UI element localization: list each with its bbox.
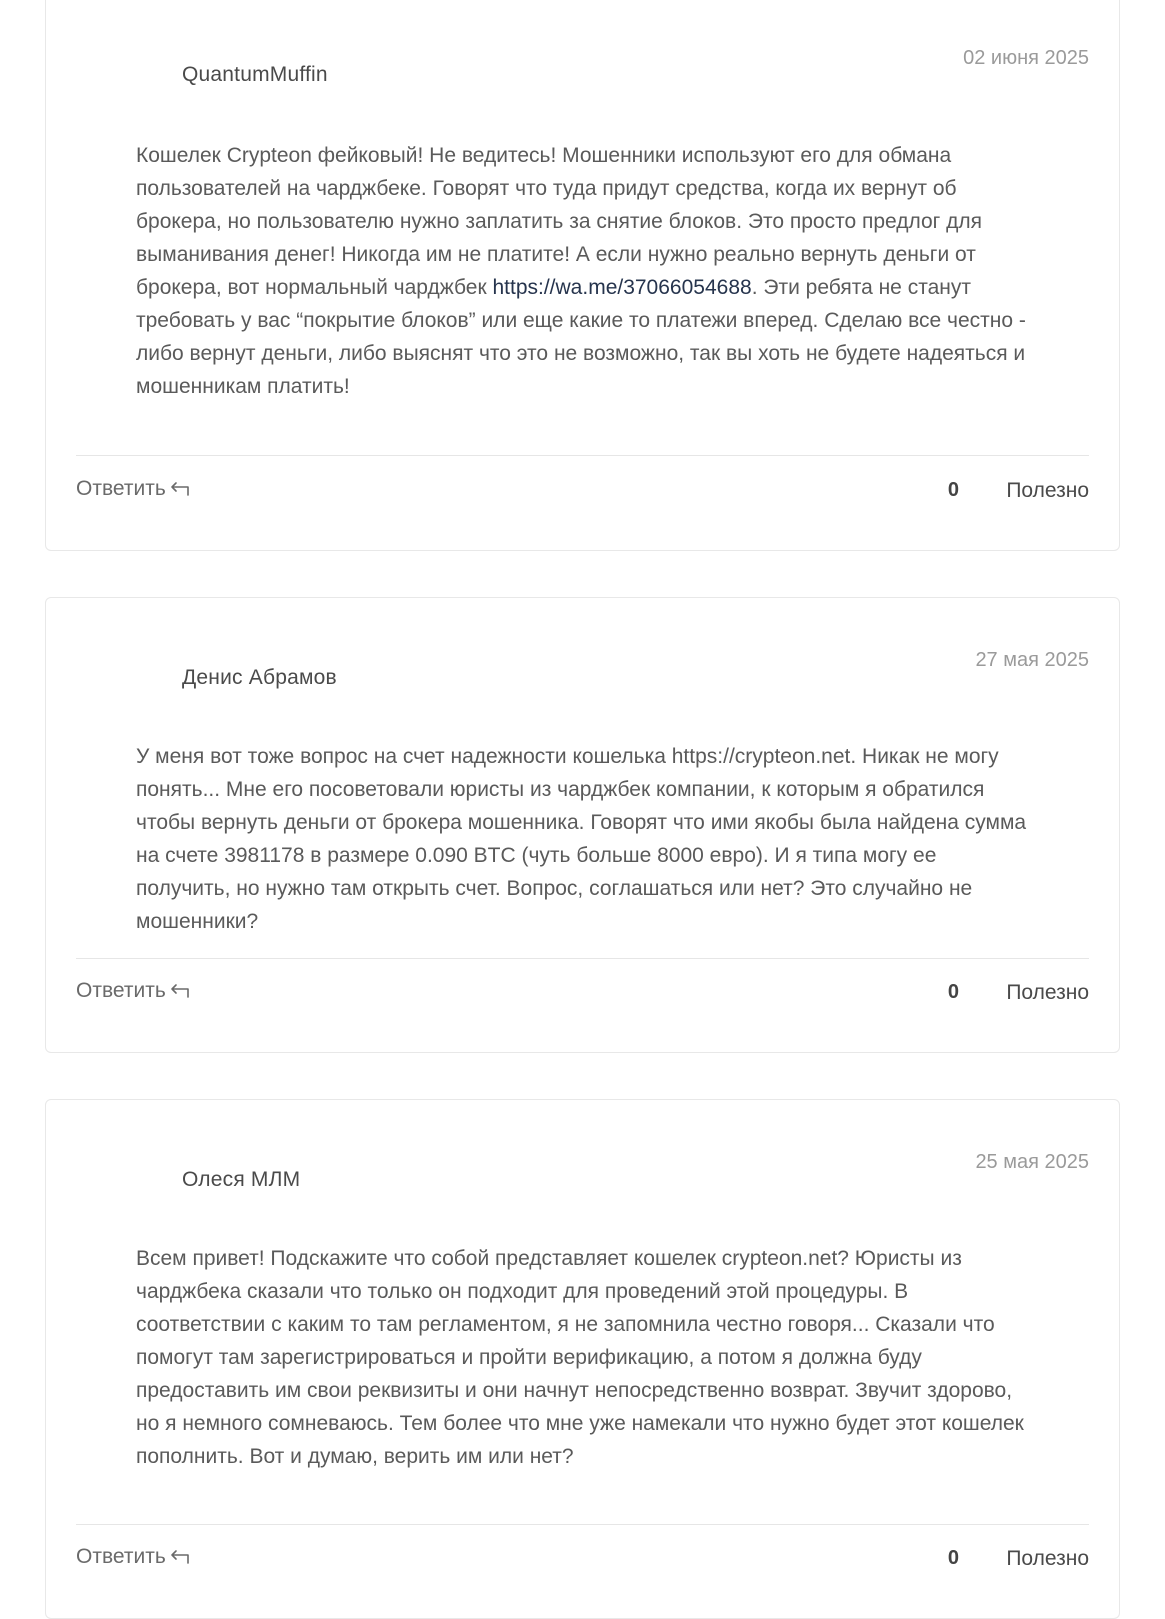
comment-card <box>45 0 1120 551</box>
vote-count: 0 <box>947 479 959 501</box>
comment-card <box>45 1099 1120 1619</box>
comment-text <box>136 139 1036 403</box>
comment-date: 25 мая 2025 <box>975 1151 1089 1173</box>
comment-author: Олеся МЛМ <box>182 1168 301 1191</box>
comment-date: 02 июня 2025 <box>963 47 1089 69</box>
useful-button[interactable]: Полезно <box>1006 981 1089 1004</box>
comment-card <box>45 597 1120 1053</box>
comment-text-part: Кошелек Crypteon фейковый! Не ведитесь! Мошенники используют его для обмана пользователей на чарджбеке. Говорят что туда придут средства, когда их вернут об брокера, но пользователю нужно заплатить за снятие блоков. Это просто предлог для выманивания денег! Никогда им не платите! А если нужно реально вернуть деньги от брокера, вот нормальный чарджбек <box>136 144 983 299</box>
comment-link[interactable]: https://wa.me/37066054688 <box>492 276 752 299</box>
reply-button[interactable] <box>76 979 190 1003</box>
reply-arrow-icon <box>170 1549 190 1565</box>
reply-label: Ответить <box>76 477 166 500</box>
reply-arrow-icon <box>170 481 190 497</box>
reply-button[interactable] <box>76 1545 190 1569</box>
comment-text: У меня вот тоже вопрос на счет надежности кошелька https://crypteon.net. Никак не могу понять... Мне его посоветовали юристы из чарджбек компании, к которым я обратился чтобы вернуть деньги от брокера мошенника. Говорят что ими якобы была найдена сумма на счете 3981178 в размере 0.090 BTC (чуть больше 8000 евро). И я типа могу ее получить, но нужно там открыть счет. Вопрос, соглашаться или нет? Это случайно не мошенники? <box>136 745 1027 933</box>
comment-divider <box>76 958 1089 959</box>
comment-author: QuantumMuffin <box>182 63 328 86</box>
vote-count: 0 <box>947 1547 959 1569</box>
comment-text-part: . Эти ребята не станут требовать у вас “покрытие блоков” или еще какие то платежи вперед. Сделаю все честно - либо вернут деньги, либо выяснят что это не возможно, так вы хоть не будете надеяться и мошенникам платить! <box>136 276 1026 398</box>
comment-text: Всем привет! Подскажите что собой представляет кошелек crypteon.net? Юристы из чарджбека сказали что только он подходит для проведений этой процедуры. В соответствии с каким то там регламентом, я не запомнила честно говоря... Сказали что помогут там зарегистрироваться и пройти верификацию, а потом я должна буду предоставить им свои реквизиты и они начнут непосредственно возврат. Звучит здорово, но я немного сомневаюсь. Тем более что мне уже намекали что нужно будет этот кошелек пополнить. Вот и думаю, верить им или нет? <box>136 1247 1024 1468</box>
reply-button[interactable] <box>76 477 190 501</box>
reply-label: Ответить <box>76 979 166 1002</box>
vote-count: 0 <box>947 981 959 1003</box>
comment-author: Денис Абрамов <box>182 666 337 689</box>
comment-date: 27 мая 2025 <box>975 649 1089 671</box>
reply-arrow-icon <box>170 983 190 999</box>
comment-divider <box>76 1524 1089 1525</box>
comment-divider <box>76 455 1089 456</box>
useful-button[interactable]: Полезно <box>1006 479 1089 502</box>
reply-label: Ответить <box>76 1545 166 1568</box>
useful-button[interactable]: Полезно <box>1006 1547 1089 1570</box>
